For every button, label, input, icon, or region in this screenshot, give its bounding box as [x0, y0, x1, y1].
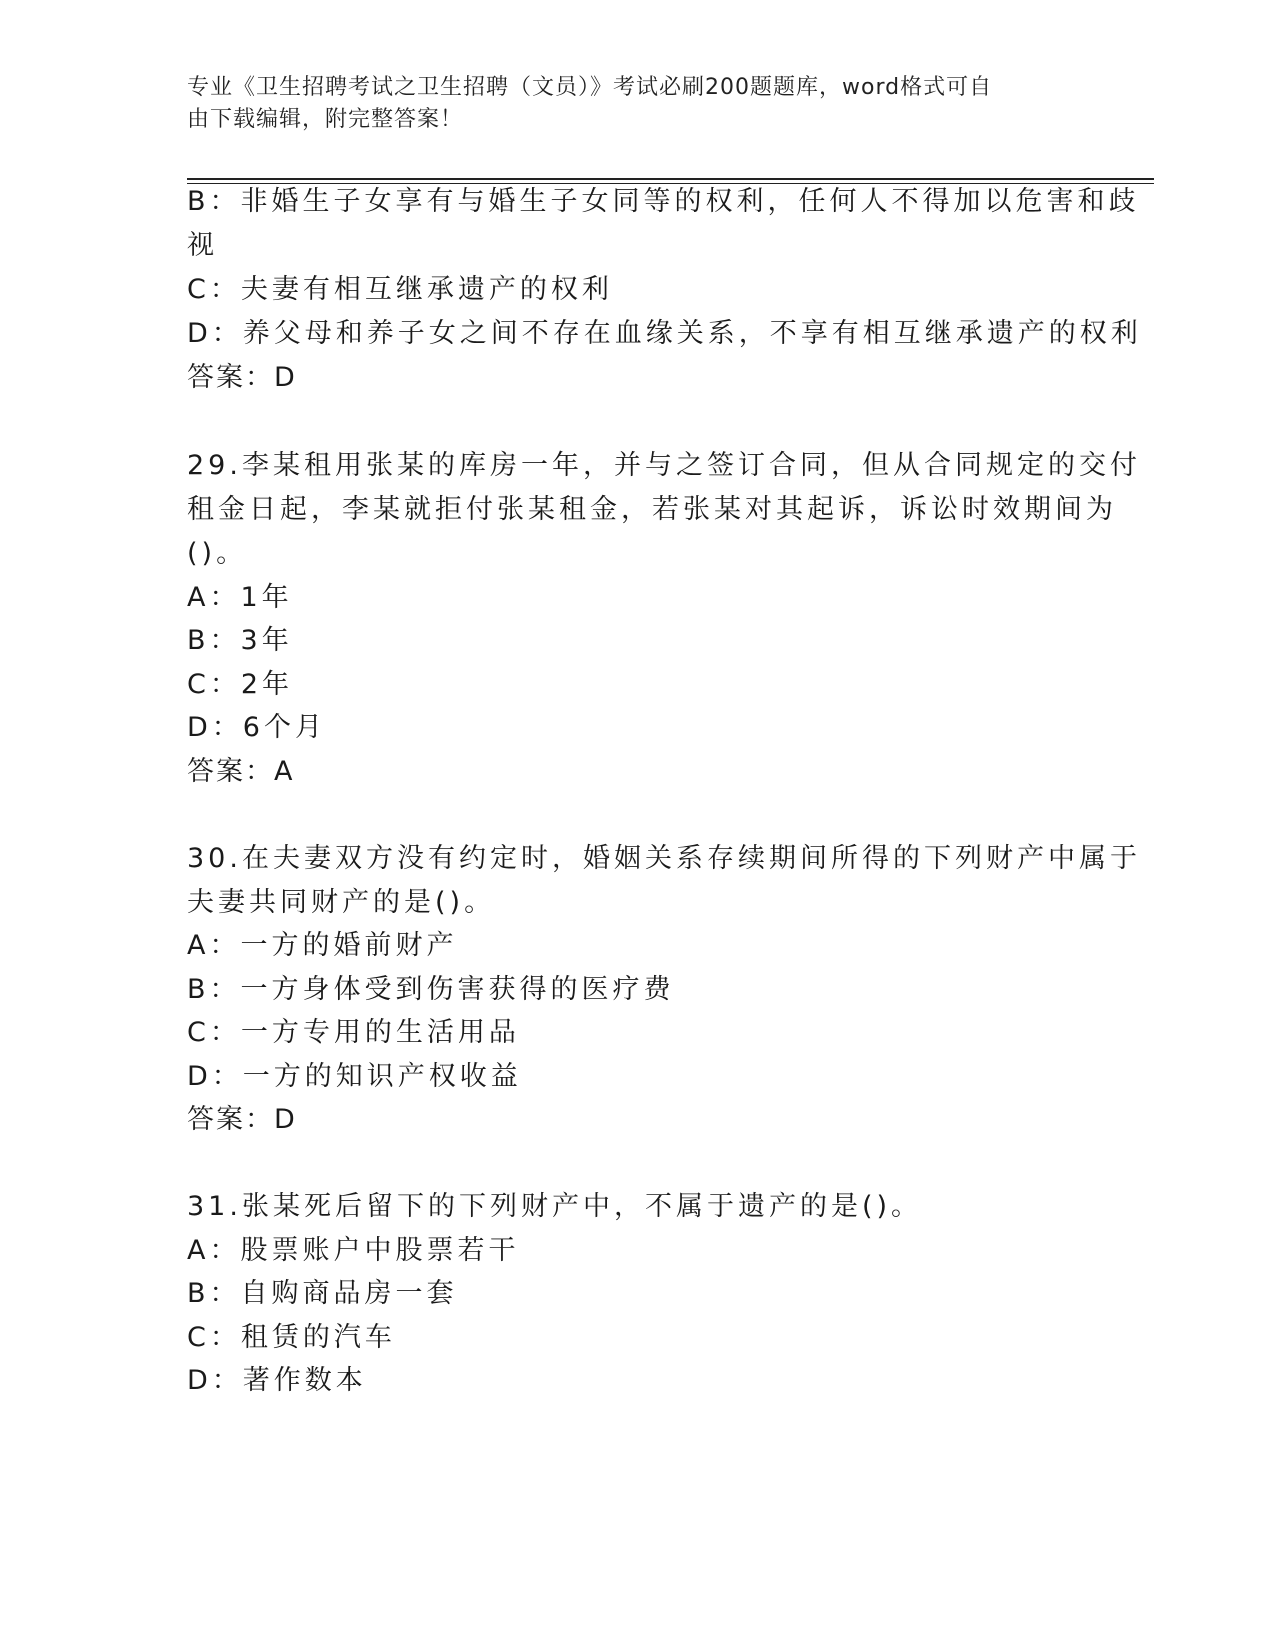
header-line-1: 专业《卫生招聘考试之卫生招聘（文员）》考试必刷200题题库，word格式可自: [187, 75, 993, 100]
q28-option-b-line-2: 视: [187, 230, 218, 261]
q31-option-b: B：自购商品房一套: [187, 1278, 458, 1309]
q30-option-a: A：一方的婚前财产: [187, 930, 458, 961]
q29-option-b: B：3年: [187, 625, 293, 656]
q30-answer: 答案：D: [187, 1104, 297, 1135]
q30-option-c: C：一方专用的生活用品: [187, 1017, 520, 1048]
q29-answer: 答案：A: [187, 756, 295, 787]
q28-answer: 答案：D: [187, 362, 297, 393]
header-line-2: 由下载编辑，附完整答案！: [187, 107, 464, 132]
q31-stem-line-1: 31.张某死后留下的下列财产中，不属于遗产的是()。: [187, 1191, 923, 1222]
q30-stem-line-2: 夫妻共同财产的是()。: [187, 887, 496, 918]
header-divider-thick: [187, 178, 1154, 180]
q29-option-c: C：2年: [187, 669, 294, 700]
q28-option-c: C：夫妻有相互继承遗产的权利: [187, 274, 613, 305]
q29-stem-line-1: 29.李某租用张某的库房一年，并与之签订合同，但从合同规定的交付: [187, 450, 1141, 481]
q29-option-a: A：1年: [187, 582, 293, 613]
document-header: [187, 72, 1067, 136]
q29-option-d: D：6个月: [187, 712, 326, 743]
q31-option-c: C：租赁的汽车: [187, 1322, 396, 1353]
header-divider-thin: [187, 183, 1154, 184]
q30-option-d: D：一方的知识产权收益: [187, 1061, 522, 1092]
q29-stem-line-3: ()。: [187, 538, 248, 569]
q30-stem-line-1: 30.在夫妻双方没有约定时，婚姻关系存续期间所得的下列财产中属于: [187, 843, 1141, 874]
q30-option-b: B：一方身体受到伤害获得的医疗费: [187, 974, 675, 1005]
q31-option-a: A：股票账户中股票若干: [187, 1235, 520, 1266]
q28-option-b-line-1: B：非婚生子女享有与婚生子女同等的权利，任何人不得加以危害和歧: [187, 186, 1140, 217]
q28-option-d: D：养父母和养子女之间不存在血缘关系，不享有相互继承遗产的权利: [187, 318, 1142, 349]
q29-stem-line-2: 租金日起，李某就拒付张某租金，若张某对其起诉，诉讼时效期间为: [187, 494, 1117, 525]
q31-option-d: D：著作数本: [187, 1365, 367, 1396]
